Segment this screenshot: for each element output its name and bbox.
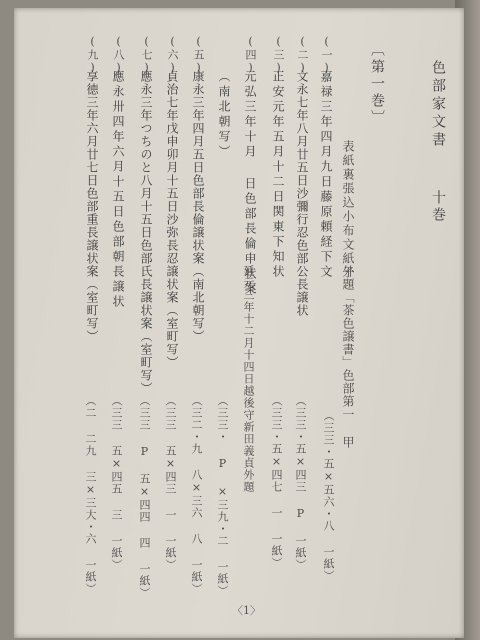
entry-number: (五) [192, 35, 205, 75]
entry-measurement: 延元三年十二月十四日越後守新田義貞外題 [242, 265, 255, 493]
entry-measurement: （三三・ P ×三九・二 一紙） [216, 395, 229, 597]
section-heading: 〔第一巻〕 [369, 42, 385, 127]
document-title: 色部家文書 [430, 60, 446, 150]
entry-number: (七) [140, 35, 153, 75]
volume-count: 十巻 [430, 190, 446, 224]
page-number: 〈1〉 [232, 604, 261, 617]
entry-text: 康永三年四月五日色部長倫譲状案（南北朝写） [191, 70, 205, 343]
entry-number: (一) [320, 35, 333, 75]
entry-measurement: （三二・九 八×三六 八 一紙） [190, 395, 203, 595]
entry-text: 元弘三年十月 日色部長倫申状案 [243, 70, 257, 297]
entry-text: 正安元年五月十二日関東下知状 [271, 70, 285, 280]
entry-measurement: （三三・五×四三 P 一紙） [294, 395, 307, 571]
entry-text: 享徳三年六月廿七日色部重長譲状案（室町写） [85, 70, 99, 343]
entry-text: 文永七年八月廿五日沙彌行忍色部公長譲状 [295, 70, 309, 317]
entry-text: 貞治七年戊申卯月十五日沙弥長忍譲状案（室町写） [165, 70, 179, 369]
group-header: 表紙裏張込小布文紙子 [341, 140, 355, 280]
entry-number: (四) [244, 35, 257, 75]
entry-number: (二) [296, 35, 309, 75]
entry-number: (八) [112, 35, 125, 75]
entry-number: (三) [272, 35, 285, 75]
entry-measurement: （三三 P 五×四四 四 一紙） [138, 395, 151, 599]
outer-measurement: （三三・五×五六・八 一紙） [322, 410, 335, 582]
entry-measurement: （二 二九 三×三大・六 一紙） [84, 395, 97, 595]
entry-number: (六) [166, 35, 179, 75]
entry-number: (九) [86, 35, 99, 75]
entry-measurement: （三三 五×四五 三 一紙） [110, 395, 123, 571]
entry-text: （南北朝写） [217, 70, 231, 160]
entry-text: 應永卅四年六月十五日色部朝長譲状 [111, 70, 125, 310]
outer-title: 外題「茶色譲書」色部第一 甲 [341, 265, 355, 449]
entry-measurement: （三三 五×四三 一 一紙） [164, 395, 177, 571]
entry-text: 嘉禄三年四月九日藤原頼経下文 [319, 70, 333, 280]
entry-text: 應永三年つちのと八月十五日色部氏長譲状案（室町写） [139, 70, 153, 395]
entry-measurement: （三三・五×四七 一 一紙） [270, 395, 283, 569]
